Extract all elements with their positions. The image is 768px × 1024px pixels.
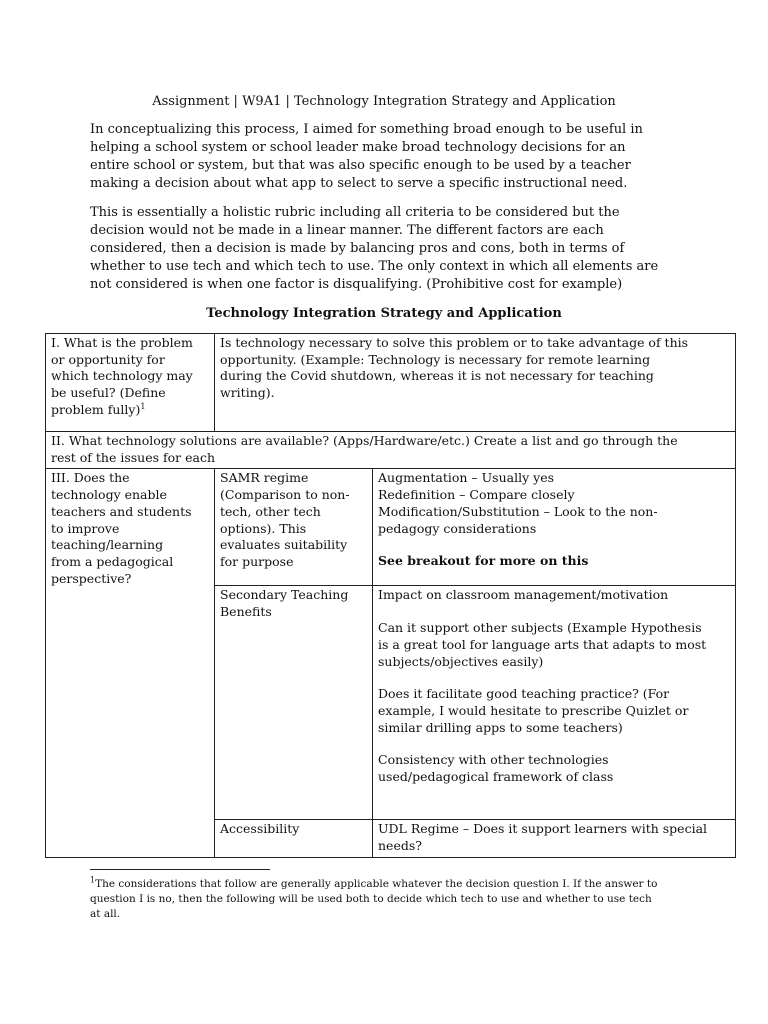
text-line: entire school or system, but that was also specific enough to be used by a teacher bbox=[90, 158, 631, 173]
footnote-reference: 1 bbox=[140, 401, 146, 411]
row1-question-cell bbox=[46, 334, 215, 432]
text-line: subjects/objectives easily) bbox=[378, 653, 544, 669]
text-line: UDL Regime – Does it support learners with special bbox=[378, 821, 708, 837]
text-fragment: The considerations that follow are generally applicable whatever the decision question I. If the answer to bbox=[95, 878, 658, 890]
spacer bbox=[378, 736, 730, 752]
text-line: be useful? (Define bbox=[51, 385, 166, 401]
accessibility-label-cell bbox=[215, 820, 373, 857]
text-line: Does it facilitate good teaching practice? (For bbox=[378, 686, 670, 702]
text-line: pedagogy considerations bbox=[378, 520, 537, 536]
text-line: Augmentation – Usually yes bbox=[378, 470, 555, 486]
row3-question-cell bbox=[46, 469, 215, 857]
breakout-note: See breakout for more on this bbox=[378, 553, 589, 569]
text-line: Redefinition – Compare closely bbox=[378, 487, 575, 503]
text-line: tech, other tech bbox=[220, 503, 321, 519]
intro-paragraph-1 bbox=[90, 121, 690, 193]
text-line: Modification/Substitution – Look to the non- bbox=[378, 503, 658, 519]
text-line: at all. bbox=[90, 908, 121, 920]
text-line bbox=[51, 402, 209, 419]
row1-answer-cell bbox=[215, 334, 736, 432]
text-line: Benefits bbox=[220, 604, 272, 620]
text-line: Can it support other subjects (Example Hypothesis bbox=[378, 620, 702, 636]
text-line: similar drilling apps to some teachers) bbox=[378, 719, 623, 735]
text-line: making a decision about what app to select to serve a specific instructional need. bbox=[90, 176, 628, 191]
text-line: rest of the issues for each bbox=[51, 449, 216, 465]
strategy-table bbox=[45, 333, 736, 858]
text-fragment: problem fully) bbox=[51, 401, 141, 417]
spacer bbox=[378, 604, 730, 620]
text-line: from a pedagogical bbox=[51, 553, 174, 569]
text-line: for purpose bbox=[220, 553, 294, 569]
text-line: technology enable bbox=[51, 487, 167, 503]
text-line bbox=[90, 877, 690, 892]
spacer bbox=[378, 670, 730, 686]
text-line: perspective? bbox=[51, 570, 132, 586]
text-line: to improve bbox=[51, 520, 120, 536]
text-line: opportunity. (Example: Technology is necessary for remote learning bbox=[220, 351, 651, 367]
table-title: Technology Integration Strategy and Application bbox=[206, 306, 562, 321]
samr-label-cell bbox=[215, 469, 373, 586]
intro-paragraph-2 bbox=[90, 204, 690, 294]
accessibility-detail-cell bbox=[373, 820, 736, 857]
text-line: This is essentially a holistic rubric including all criteria to be considered but the bbox=[90, 205, 620, 220]
table-row bbox=[46, 334, 736, 432]
secondary-detail-cell bbox=[373, 586, 736, 820]
text-line: I. What is the problem bbox=[51, 335, 193, 350]
text-line: II. What technology solutions are available? (Apps/Hardware/etc.) Create a list and go through the bbox=[51, 433, 678, 448]
samr-detail-cell bbox=[373, 469, 736, 586]
text-line: writing). bbox=[220, 385, 275, 401]
text-line: Is technology necessary to solve this problem or to take advantage of this bbox=[220, 335, 689, 350]
text-line: Impact on classroom management/motivation bbox=[378, 587, 669, 603]
text-line: whether to use tech and which tech to use. The only context in which all elements are bbox=[90, 259, 659, 274]
text-line: used/pedagogical framework of class bbox=[378, 769, 614, 785]
text-line: is a great tool for language arts that adapts to most bbox=[378, 636, 707, 652]
table-row bbox=[46, 432, 736, 469]
text-line: or opportunity for bbox=[51, 351, 165, 367]
text-line: SAMR regime bbox=[220, 470, 309, 486]
text-line: Secondary Teaching bbox=[220, 587, 349, 603]
text-line: considered, then a decision is made by balancing pros and cons, both in terms of bbox=[90, 241, 625, 256]
text-line: teaching/learning bbox=[51, 537, 164, 553]
text-line: III. Does the bbox=[51, 470, 130, 486]
text-line: which technology may bbox=[51, 368, 193, 384]
text-line: Consistency with other technologies bbox=[378, 752, 609, 768]
footnote-mark: 1 bbox=[90, 875, 96, 885]
text-line: needs? bbox=[378, 838, 422, 854]
text-line: evaluates suitability bbox=[220, 537, 348, 553]
text-line: helping a school system or school leader make broad technology decisions for an bbox=[90, 140, 626, 155]
document-title: Assignment | W9A1 | Technology Integration Strategy and Application bbox=[152, 94, 616, 109]
text-line: Accessibility bbox=[220, 821, 300, 837]
text-line: teachers and students bbox=[51, 503, 192, 519]
spacer bbox=[378, 537, 730, 553]
text-line: question I is no, then the following will be used both to decide which tech to use and whether to use tech bbox=[90, 893, 652, 905]
footnote bbox=[90, 877, 690, 922]
table-row bbox=[46, 469, 736, 586]
text-line: not considered is when one factor is disqualifying. (Prohibitive cost for example) bbox=[90, 277, 623, 292]
text-line: (Comparison to non- bbox=[220, 487, 350, 503]
text-line: during the Covid shutdown, whereas it is not necessary for teaching bbox=[220, 368, 654, 384]
text-line: In conceptualizing this process, I aimed for something broad enough to be useful in bbox=[90, 122, 643, 137]
text-line: decision would not be made in a linear manner. The different factors are each bbox=[90, 223, 604, 238]
text-line: example, I would hesitate to prescribe Quizlet or bbox=[378, 702, 689, 718]
row2-cell bbox=[46, 432, 736, 469]
footnote-separator bbox=[90, 869, 270, 870]
text-line: options). This bbox=[220, 520, 307, 536]
secondary-label-cell bbox=[215, 586, 373, 820]
